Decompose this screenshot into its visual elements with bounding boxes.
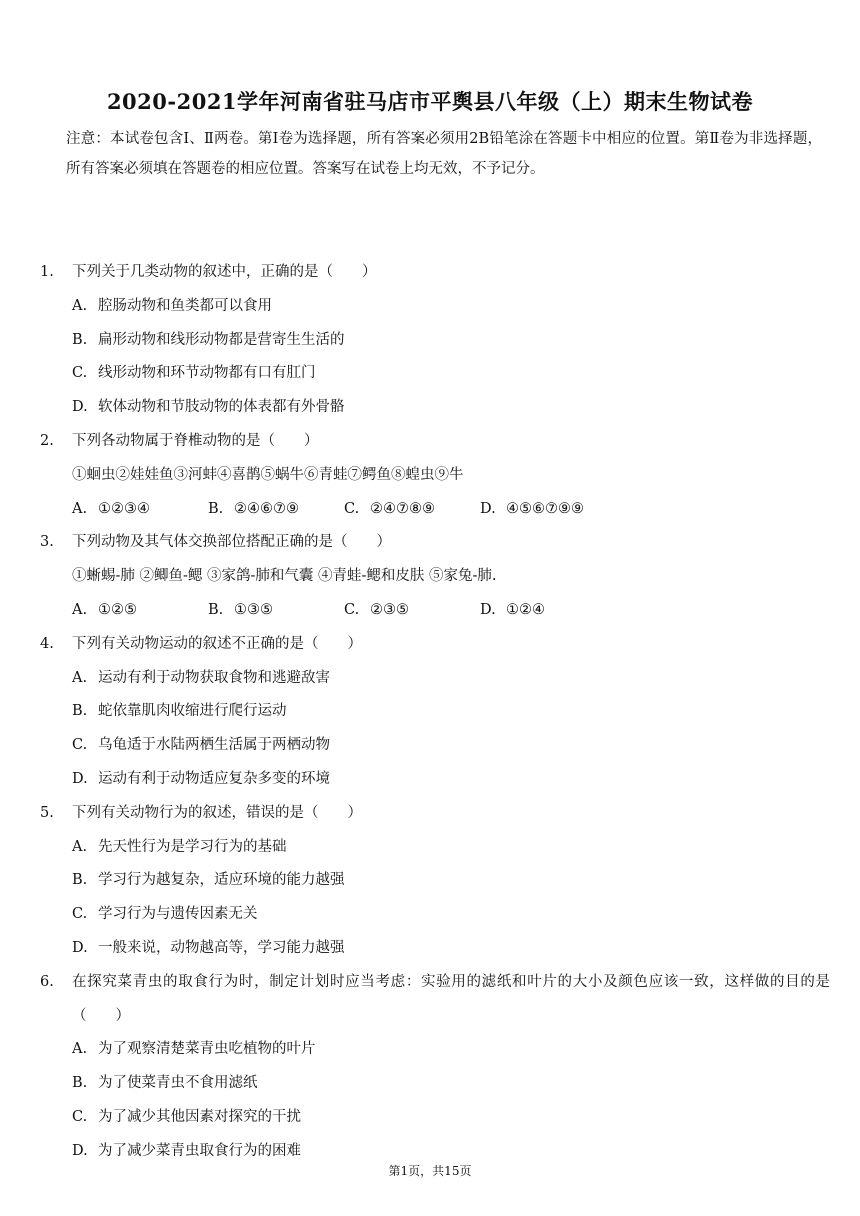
option-row [40,594,830,628]
option-a: A. ①②③④ [72,500,150,517]
question-stem: 下列动物及其气体交换部位搭配正确的是（ ） [72,534,391,551]
question-3 [40,526,830,627]
option-d: D. ④⑤⑥⑦⑨⑨ [480,500,584,517]
exam-notice: 注意：本试卷包含Ⅰ、Ⅱ两卷。第Ⅰ卷为选择题，所有答案必须用2B铅笔涂在答题卡中相应的位置。第Ⅱ卷为非选择题，所有答案必须填在答题卷的相应位置。答案写在试卷上均无效，不予记分。 [66,131,822,177]
option-b: B. ②④⑥⑦⑨ [208,500,299,517]
option-a: A. 腔肠动物和鱼类都可以食用 [72,297,272,314]
option-b: B. ①③⑤ [208,601,273,618]
option-b: B. 学习行为越复杂，适应环境的能力越强 [72,872,345,889]
question-2 [40,425,830,526]
page-footer: 第1页，共15页 [388,1164,472,1178]
option-b: B. 蛇依靠肌肉收缩进行爬行运动 [72,703,287,720]
option-c: C. 学习行为与遗传因素无关 [72,906,258,923]
question-number: 3. [40,534,54,551]
option-b: B. 扁形动物和线形动物都是营寄生生活的 [72,331,345,348]
option-d: D. 为了减少菜青虫取食行为的困难 [72,1142,301,1159]
question-number: 2. [40,432,54,449]
option-d: D. ①②④ [480,601,545,618]
question-stem: 在探究菜青虫的取食行为时，制定计划时应当考虑：实验用的滤纸和叶片的大小及颜色应该一致，这样做的目的是（ ） [72,973,830,1024]
question-stem: 下列各动物属于脊椎动物的是（ ） [72,432,319,449]
question-4 [40,628,830,797]
option-b: B. 为了使菜青虫不食用滤纸 [72,1075,258,1092]
option-row [40,493,830,527]
question-material: ①蛔虫②娃娃鱼③河蚌④喜鹊⑤蜗牛⑥青蛙⑦鳄鱼⑧蝗虫⑨牛 [72,466,464,483]
option-d: D. 一般来说，动物越高等，学习能力越强 [72,939,345,956]
option-d: D. 软体动物和节肢动物的体表都有外骨骼 [72,399,345,416]
question-stem: 下列关于几类动物的叙述中，正确的是（ ） [72,264,377,280]
question-list [40,256,830,1169]
option-a: A. 运动有利于动物获取食物和逃避敌害 [72,669,330,686]
question-material: ①蜥蜴-肺 ②鲫鱼-鳃 ③家鸽-肺和气囊 ④青蛙-鳃和皮肤 ⑤家兔-肺. [72,568,497,585]
question-6 [40,966,830,1169]
option-c: C. 乌龟适于水陆两栖生活属于两栖动物 [72,737,330,754]
option-c: C. 为了减少其他因素对探究的干扰 [72,1108,301,1125]
question-5 [40,797,830,966]
question-number: 4. [40,635,54,652]
option-c: C. ②③⑤ [344,601,409,618]
option-a: A. 先天性行为是学习行为的基础 [72,838,287,855]
option-a: A. ①②⑤ [72,601,137,618]
option-c: C. ②④⑦⑧⑨ [344,500,435,517]
question-stem: 下列有关动物行为的叙述，错误的是（ ） [72,804,362,821]
question-stem: 下列有关动物运动的叙述不正确的是（ ） [72,635,362,652]
option-a: A. 为了观察清楚菜青虫吃植物的叶片 [72,1041,316,1058]
question-number: 1. [40,264,54,280]
option-d: D. 运动有利于动物适应复杂多变的环境 [72,770,330,787]
option-c: C. 线形动物和环节动物都有口有肛门 [72,365,316,382]
question-number: 6. [40,973,54,990]
question-number: 5. [40,804,54,821]
exam-title: 2020-2021学年河南省驻马店市平舆县八年级（上）期末生物试卷 [106,89,754,114]
question-1 [40,256,830,425]
